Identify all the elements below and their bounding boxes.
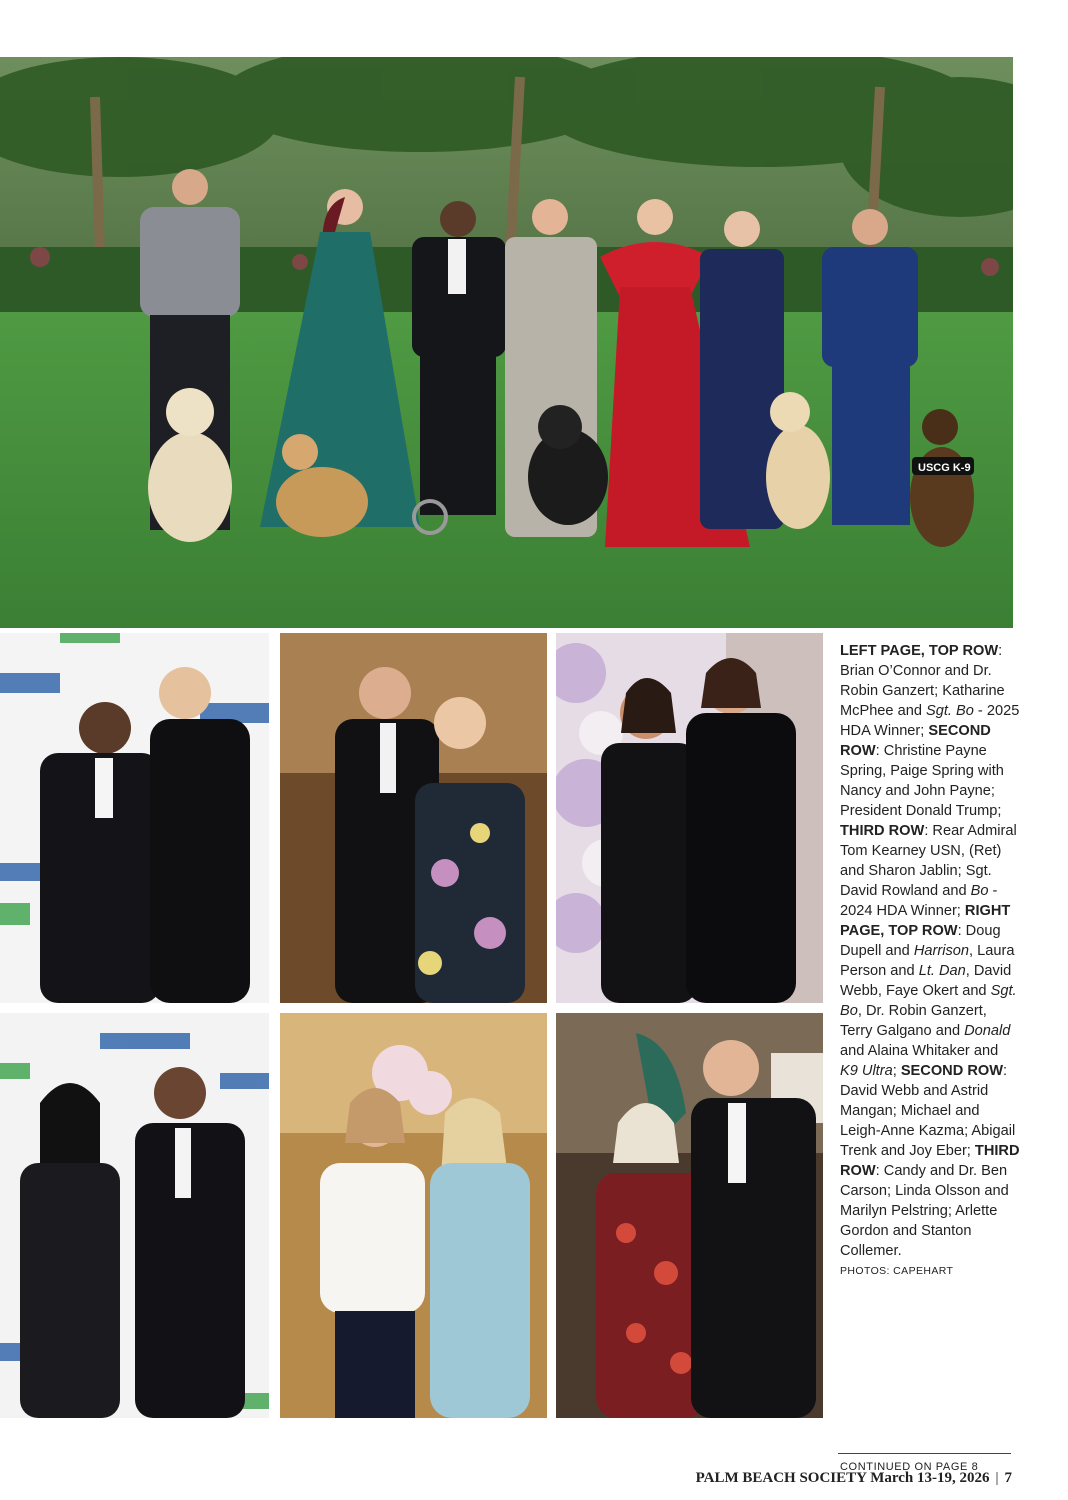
caption-segment: Sgt. Bo bbox=[926, 703, 974, 719]
caption-segment: : Candy and Dr. Ben Carson; Linda Olsson and Marilyn Pelstring; Arlette Gordon and Stanton Collemer. bbox=[840, 1163, 1009, 1259]
caption-segment: Sgt. Bo bbox=[840, 983, 1017, 1019]
caption-segment: LEFT PAGE, TOP ROW bbox=[840, 643, 999, 659]
photo-couple-4 bbox=[556, 1013, 823, 1418]
caption-segment: - 2025 HDA Winner; bbox=[840, 703, 1020, 739]
caption-segment: Harrison bbox=[913, 943, 969, 959]
divider bbox=[838, 1453, 1011, 1454]
photo-two-women-1 bbox=[556, 633, 823, 1003]
footer-separator: | bbox=[995, 1470, 999, 1486]
caption-segment: : Doug Dupell and bbox=[840, 923, 1001, 959]
caption-segment: K9 Ultra bbox=[840, 1063, 893, 1079]
caption-segment: THIRD ROW bbox=[840, 823, 925, 839]
photo-credit: PHOTOS: CAPEHART bbox=[840, 1265, 954, 1277]
dog-vest-label: USCG K-9 bbox=[918, 462, 971, 474]
caption-segment: , Dr. Robin Ganzert, Terry Galgano and bbox=[840, 1003, 987, 1039]
caption-segment: - 2024 HDA Winner; bbox=[840, 883, 998, 919]
publication-name: PALM BEACH SOCIETY bbox=[695, 1470, 867, 1486]
continued-note: CONTINUED ON PAGE 8 bbox=[840, 1461, 979, 1473]
issue-date: March 13-19, 2026 bbox=[870, 1470, 990, 1486]
caption-segment: THIRD ROW bbox=[840, 1143, 1020, 1179]
photo-couple-2 bbox=[280, 633, 547, 1003]
photo-couple-1 bbox=[0, 633, 269, 1003]
caption-segment: : David Webb and Astrid Mangan; Michael and Leigh-Anne Kazma; Abigail Trenk and Joy Eber; bbox=[840, 1063, 1016, 1159]
page-number: 7 bbox=[1004, 1470, 1012, 1486]
caption-segment: : Brian O’Connor and Dr. Robin Ganzert; Katharine McPhee and bbox=[840, 643, 1005, 719]
caption-text bbox=[840, 643, 1020, 1259]
caption-segment: : Rear Admiral Tom Kearney USN, (Ret) and Sharon Jablin; Sgt. David Rowland and bbox=[840, 823, 1017, 899]
caption-segment: Donald bbox=[964, 1023, 1011, 1039]
caption-segment: Lt. Dan bbox=[918, 963, 966, 979]
caption-segment: : Christine Payne Spring, Paige Spring with Nancy and John Payne; President Donald Trump; bbox=[840, 743, 1004, 819]
caption-segment: RIGHT PAGE, TOP ROW bbox=[840, 903, 1011, 939]
caption-segment: ; bbox=[892, 1063, 901, 1079]
caption-segment: , David Webb, Faye Okert and bbox=[840, 963, 1012, 999]
caption-segment: Bo bbox=[970, 883, 989, 899]
hero-photo bbox=[0, 57, 1013, 628]
caption-segment: SECOND ROW bbox=[900, 1063, 1003, 1079]
caption-segment: SECOND ROW bbox=[840, 723, 991, 759]
photo-two-women-2 bbox=[280, 1013, 547, 1418]
photo-couple-3 bbox=[0, 1013, 269, 1418]
page-footer bbox=[696, 1470, 1012, 1487]
caption-segment: , Laura Person and bbox=[840, 943, 1015, 979]
photo-caption bbox=[840, 641, 1020, 1281]
caption-segment: and Alaina Whitaker and bbox=[840, 1043, 999, 1059]
